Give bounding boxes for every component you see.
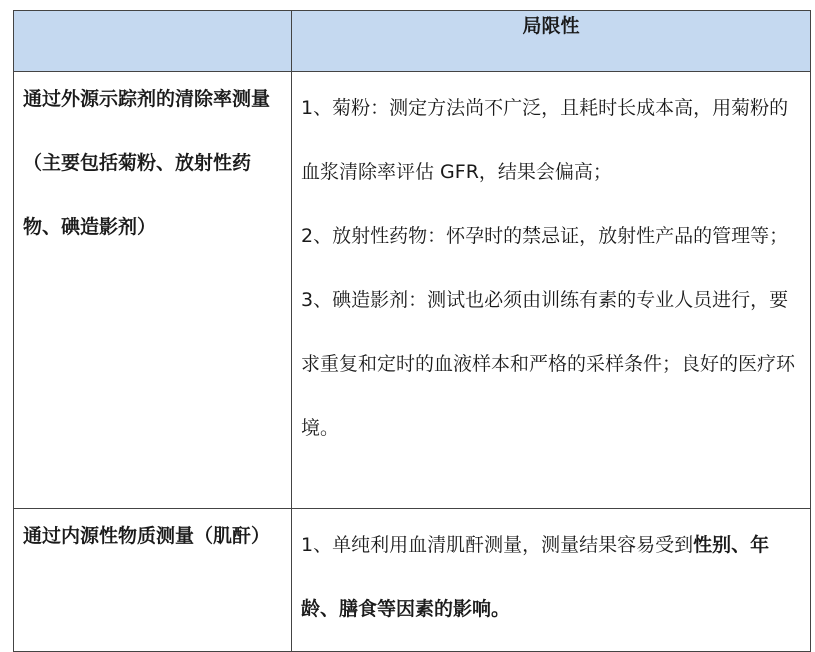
method-cell (14, 72, 292, 509)
limitation-item: 2、放射性药物：怀孕时的禁忌证，放射性产品的管理等； (301, 225, 789, 247)
method-text: 通过内源性物质测量（肌酐） (23, 525, 271, 547)
limitations-list (292, 72, 810, 470)
limitation-item: 1、菊粉：测定方法尚不广泛，且耗时长成本高，用菊粉的血浆清除率评估 GFR，结果会偏高； (301, 97, 789, 183)
limitations-cell (292, 509, 811, 652)
limitation-text: 1、单纯利用血清肌酐测量，测量结果容易受到 (301, 534, 694, 556)
limitation-item (301, 513, 804, 641)
table-row (14, 72, 811, 509)
limitation-emphasis: 性别、年龄、膳食等因素的影响。 (301, 534, 770, 620)
method-cell (14, 509, 292, 652)
table-row (14, 509, 811, 652)
limitations-list (292, 509, 810, 651)
header-cell-limitations: 局限性 (292, 11, 811, 72)
method-text: 通过外源示踪剂的清除率测量（主要包括菊粉、放射性药物、碘造影剂） (23, 88, 271, 238)
limitations-table (13, 10, 811, 652)
limitation-item: 3、碘造影剂：测试也必须由训练有素的专业人员进行，要求重复和定时的血液样本和严格的采样条件；良好的医疗环境。 (301, 289, 796, 439)
limitations-cell (292, 72, 811, 509)
